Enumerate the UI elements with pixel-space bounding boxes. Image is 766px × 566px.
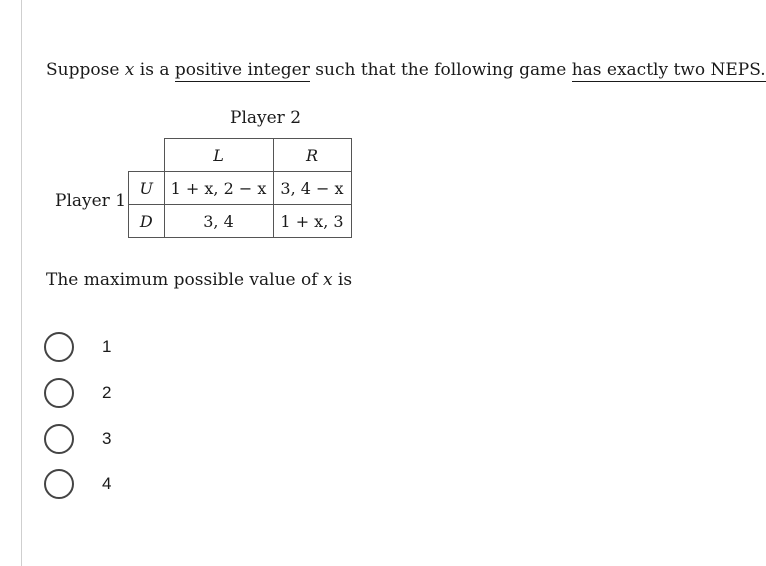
option-2[interactable] bbox=[44, 378, 112, 408]
col-header-R: R bbox=[273, 139, 351, 172]
radio-button-3[interactable] bbox=[44, 424, 74, 454]
underline-positive-integer: positive integer bbox=[174, 60, 310, 80]
row-header-U: U bbox=[129, 172, 165, 205]
prompt-text: The maximum possible value of x is bbox=[46, 270, 353, 290]
option-label-2: 2 bbox=[102, 383, 112, 402]
option-label-3: 3 bbox=[102, 429, 112, 448]
option-3[interactable] bbox=[44, 424, 112, 454]
option-4[interactable] bbox=[44, 469, 112, 499]
radio-button-2[interactable] bbox=[44, 378, 74, 408]
player2-label: Player 2 bbox=[230, 108, 302, 128]
radio-button-4[interactable] bbox=[44, 469, 74, 499]
option-1[interactable] bbox=[44, 332, 112, 362]
player1-label: Player 1 bbox=[55, 191, 127, 211]
matrix-corner bbox=[129, 139, 165, 172]
row-header-D: D bbox=[129, 205, 165, 238]
page-border bbox=[21, 0, 22, 566]
underline-two-neps: has exactly two NEPS. bbox=[571, 60, 766, 80]
payoff-matrix bbox=[128, 138, 352, 238]
option-label-1: 1 bbox=[102, 337, 112, 356]
cell-D-R: 1 + x, 3 bbox=[273, 205, 351, 238]
radio-button-1[interactable] bbox=[44, 332, 74, 362]
option-label-4: 4 bbox=[102, 474, 112, 493]
cell-D-L: 3, 4 bbox=[164, 205, 273, 238]
col-header-L: L bbox=[164, 139, 273, 172]
question-text: Suppose x is a positive integer such that the following game has exactly two NEPS. bbox=[46, 60, 766, 80]
cell-U-L: 1 + x, 2 − x bbox=[164, 172, 273, 205]
cell-U-R: 3, 4 − x bbox=[273, 172, 351, 205]
